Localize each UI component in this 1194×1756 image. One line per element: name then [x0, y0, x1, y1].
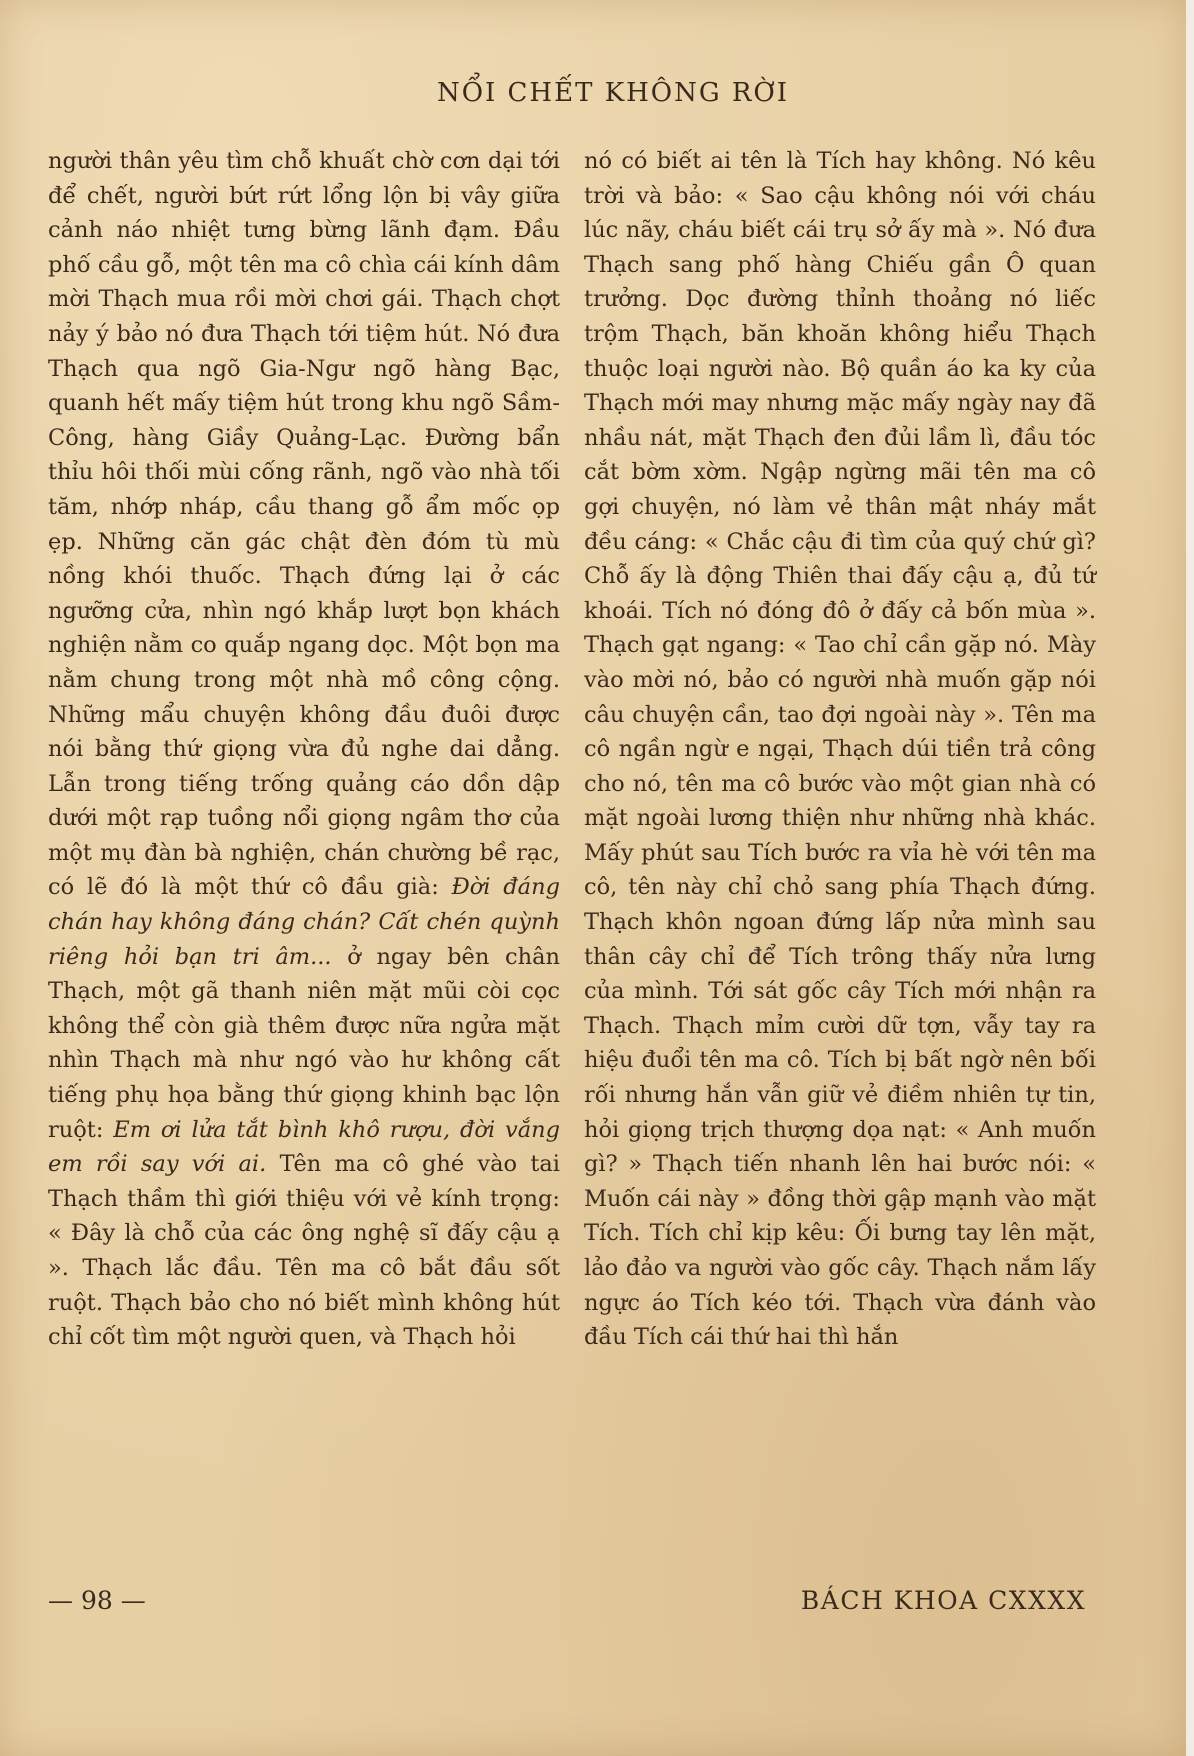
- paragraph-segment: Tên ma cô ghé vào tai Thạch thầm thì giới thiệu với vẻ kính trọng: « Đây là chỗ của các ông nghệ sĩ đấy cậu ạ ». Thạch lắc đầu. Tên ma cô bắt đầu sốt ruột. Thạch bảo cho nó biết mình không hút chỉ cốt tìm một người quen, và Thạch hỏi: [48, 1151, 561, 1351]
- verse-quote: Đời đáng chán hay không đáng chán? Cất chén quỳnh riêng hỏi bạn tri âm...: [48, 874, 560, 970]
- right-column: [584, 144, 1096, 1355]
- paragraph-segment: người thân yêu tìm chỗ khuất chờ cơn dại tới để chết, người bứt rứt lổng lộn bị vây giữa cảnh náo nhiệt tưng bừng lãnh đạm. Đầu phố cầu gỗ, một tên ma cô chìa cái kính dâm mời Thạch mua rồi mời chơi gái. Thạch chợt nảy ý bảo nó đưa Thạch tới tiệm hút. Nó đưa Thạch qua ngõ Gia-Ngư ngõ hàng Bạc, quanh hết mấy tiệm hút trong khu ngõ Sầm-Công, hàng Giầy Quảng-Lạc. Đường bẩn thỉu hôi thối mùi cống rãnh, ngõ vào nhà tối tăm, nhớp nháp, cầu thang gỗ ẩm mốc ọp ẹp. Những căn gác chật đèn đóm tù mù nồng khói thuốc. Thạch đứng lại ở các ngưỡng cửa, nhìn ngó khắp lượt bọn khách nghiện nằm co quắp ngang dọc. Một bọn ma nằm chung trong một nhà mồ công cộng. Những mẩu chuyện không đầu đuôi được nói bằng thứ giọng vừa đủ nghe dai dẳng. Lẫn trong tiếng trống quảng cáo dồn dập dưới một rạp tuồng nổi giọng ngâm thơ của một mụ đàn bà nghiện, chán chường bề rạc, có lẽ đó là một thứ cô đầu già:: [48, 148, 560, 901]
- page-number: — 98 —: [48, 1586, 146, 1615]
- left-column: [48, 144, 560, 1355]
- body-text: [48, 144, 560, 1355]
- body-text: nó có biết ai tên là Tích hay không. Nó kêu trời và bảo: « Sao cậu không nói với cháu lúc nãy, cháu biết cái trụ sở ấy mà ». Nó đưa Thạch sang phố hàng Chiếu gần Ô quan trưởng. Dọc đường thỉnh thoảng nó liếc trộm Thạch, băn khoăn không hiểu Thạch thuộc loại người nào. Bộ quần áo ka ky của Thạch mới may nhưng mặc mấy ngày nay đã nhầu nát, mặt Thạch đen đủi lầm lì, đầu tóc cắt bờm xờm. Ngập ngừng mãi tên ma cô gợi chuyện, nó làm vẻ thân mật nháy mắt đều cáng: « Chắc cậu đi tìm của quý chứ gì? Chỗ ấy là động Thiên thai đấy cậu ạ, đủ tứ khoái. Tích nó đóng đô ở đấy cả bốn mùa ». Thạch gạt ngang: « Tao chỉ cần gặp nó. Mày vào mời nó, bảo có người nhà muốn gặp nói câu chuyện cần, tao đợi ngoài này ». Tên ma cô ngần ngừ e ngại, Thạch dúi tiền trả công cho nó, tên ma cô bước vào một gian nhà có mặt ngoài lương thiện như những nhà khác. Mấy phút sau Tích bước ra vỉa hè với tên ma cô, tên này chỉ chỏ sang phía Thạch đứng. Thạch khôn ngoan đứng lấp nửa mình sau thân cây chỉ để Tích trông thấy nửa lưng của mình. Tới sát gốc cây Tích mới nhận ra Thạch. Thạch mỉm cười dữ tợn, vẫy tay ra hiệu đuổi tên ma cô. Tích bị bất ngờ nên bối rối nhưng hắn vẫn giữ vẻ điềm nhiên tự tin, hỏi giọng trịch thượng dọa nạt: « Anh muốn gì? » Thạch tiến nhanh lên hai bước nói: « Muốn cái này » đồng thời gập mạnh vào mặt Tích. Tích chỉ kịp kêu: Ối bưng tay lên mặt, lảo đảo va người vào gốc cây. Thạch nắm lấy ngực áo Tích kéo tới. Thạch vừa đánh vào đầu Tích cái thứ hai thì hắn: [584, 148, 1096, 1351]
- verse-quote: Em ơi lửa tắt bình khô rượu, đời vắng em rồi say với ai.: [48, 1116, 561, 1178]
- journal-name: BÁCH KHOA CXXXX: [800, 1586, 1086, 1615]
- running-title: NỔI CHẾT KHÔNG RỜI: [436, 78, 790, 108]
- paragraph-segment: ở ngay bên chân Thạch, một gã thanh niên mặt mũi còi cọc không thể còn già thêm được nữa ngửa mặt nhìn Thạch mà như ngó vào hư không cất tiếng phụ họa bằng thứ giọng khinh bạc lộn ruột:: [48, 943, 560, 1143]
